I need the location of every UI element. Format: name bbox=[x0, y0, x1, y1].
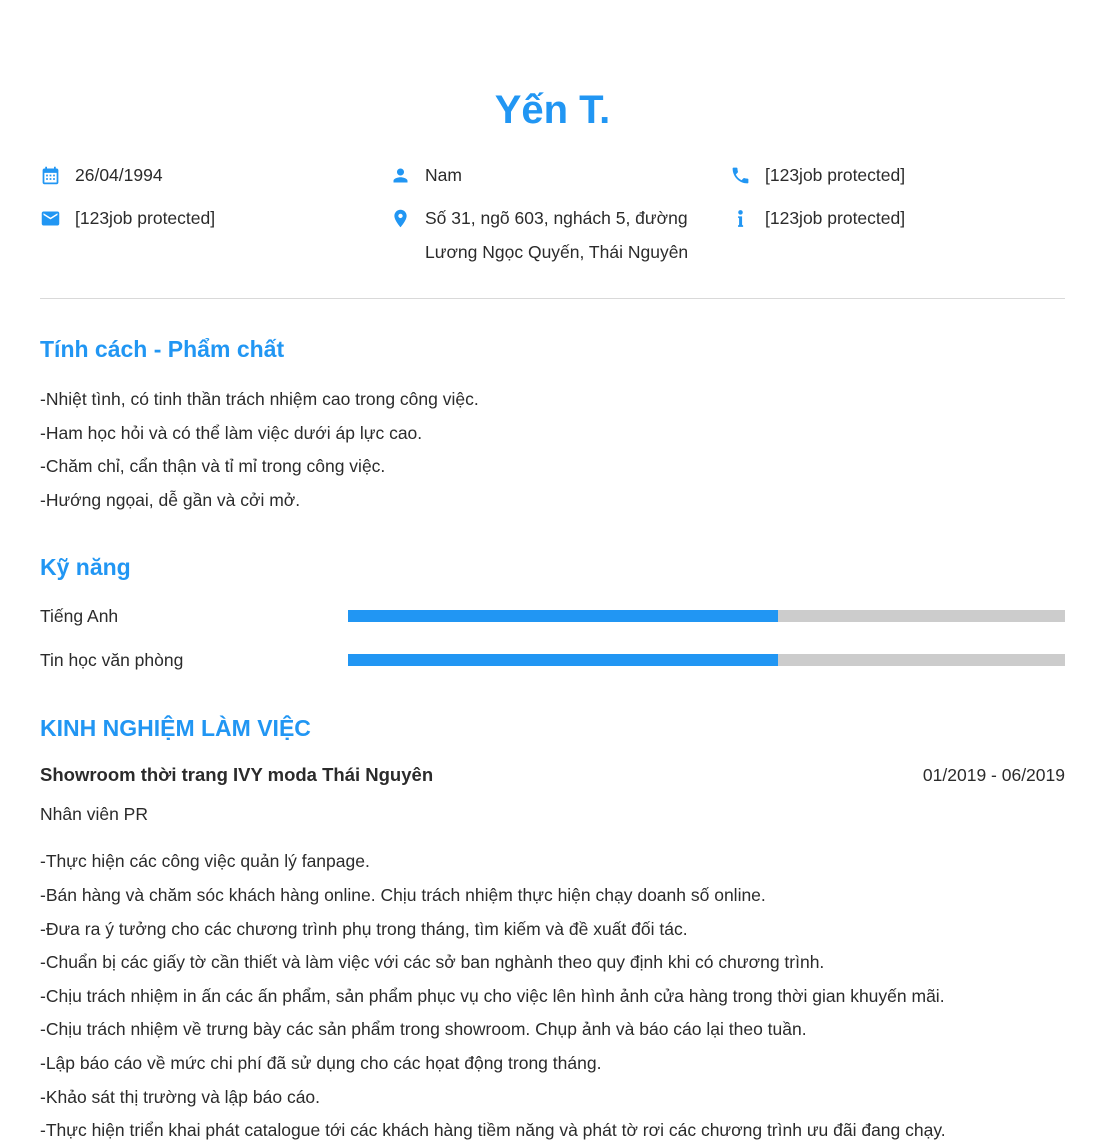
experience-heading: KINH NGHIỆM LÀM VIỆC bbox=[40, 715, 311, 742]
page-title: Yến T. bbox=[494, 88, 611, 132]
duty-item: -Đưa ra ý tưởng cho các chương trình phụ trong tháng, tìm kiếm và đề xuất đối tác. bbox=[40, 918, 688, 939]
skill-row bbox=[40, 601, 1065, 631]
duty-item: -Thực hiện triển khai phát catalogue tới các khách hàng tiềm năng và phát tờ rơi các chương trình ưu đãi đang chạy. bbox=[40, 1120, 946, 1141]
experience-company: Showroom thời trang IVY moda Thái Nguyên bbox=[40, 764, 434, 786]
email-value: [123job protected] bbox=[75, 208, 216, 229]
experience-duties-list bbox=[40, 845, 1065, 1147]
gender-value: Nam bbox=[425, 165, 462, 185]
duty-item: -Lập báo cáo về mức chi phí đã sử dụng cho các họat động trong tháng. bbox=[40, 1052, 602, 1073]
phone-icon bbox=[730, 165, 751, 186]
address-value: Số 31, ngõ 603, nghách 5, đường Lương Ngọc Quyến, Thái Nguyên bbox=[425, 208, 689, 263]
info-icon bbox=[730, 208, 751, 229]
personality-item: -Ham học hỏi và có thể làm việc dưới áp lực cao. bbox=[40, 422, 423, 443]
duty-item: -Thực hiện các công việc quản lý fanpage. bbox=[40, 851, 370, 872]
experience-role: Nhân viên PR bbox=[40, 804, 148, 825]
contact-birthday bbox=[40, 164, 390, 192]
skill-progress-fill bbox=[348, 610, 778, 622]
personality-item: -Chăm chỉ, cẩn thận và tỉ mỉ trong công việc. bbox=[40, 456, 386, 477]
contact-address bbox=[390, 207, 730, 269]
person-icon bbox=[390, 165, 411, 186]
duty-item: -Chịu trách nhiệm về trưng bày các sản phẩm trong showroom. Chụp ảnh và báo cáo lại theo tuần. bbox=[40, 1019, 807, 1040]
contact-column-2 bbox=[390, 164, 730, 284]
location-pin-icon bbox=[390, 208, 411, 229]
contact-other bbox=[730, 207, 1065, 235]
email-icon bbox=[40, 208, 61, 229]
skill-row bbox=[40, 645, 1065, 675]
duty-item: -Chuẩn bị các giấy tờ cần thiết và làm việc với các sở ban nghành theo quy định khi có chương trình. bbox=[40, 952, 825, 973]
contact-phone bbox=[730, 164, 1065, 192]
birthday-value: 26/04/1994 bbox=[75, 165, 163, 185]
header-divider bbox=[40, 298, 1065, 299]
contact-column-1 bbox=[40, 164, 390, 284]
skill-progress-track bbox=[348, 610, 1065, 622]
contact-section bbox=[40, 164, 1065, 284]
experience-header-row bbox=[40, 764, 1065, 786]
skills-heading: Kỹ năng bbox=[40, 554, 131, 581]
personality-heading: Tính cách - Phẩm chất bbox=[40, 336, 285, 363]
personality-list bbox=[40, 383, 1065, 517]
phone-value: [123job protected] bbox=[765, 165, 906, 185]
skill-label: Tin học văn phòng bbox=[40, 649, 184, 670]
contact-email bbox=[40, 207, 390, 235]
other-contact-value: [123job protected] bbox=[765, 208, 906, 229]
calendar-icon bbox=[40, 165, 61, 186]
duty-item: -Chịu trách nhiệm in ấn các ấn phẩm, sản phẩm phục vụ cho việc lên hình ảnh cửa hàng trong thời gian khuyến mãi. bbox=[40, 985, 945, 1006]
duty-item: -Bán hàng và chăm sóc khách hàng online. Chịu trách nhiệm thực hiện chạy doanh số online. bbox=[40, 884, 766, 905]
contact-gender bbox=[390, 164, 730, 192]
skill-label: Tiếng Anh bbox=[40, 605, 119, 626]
experience-period: 01/2019 - 06/2019 bbox=[922, 765, 1065, 786]
personality-item: -Nhiệt tình, có tinh thần trách nhiệm cao trong công việc. bbox=[40, 389, 479, 410]
skills-list bbox=[40, 601, 1065, 675]
contact-column-3 bbox=[730, 164, 1065, 284]
skill-progress-fill bbox=[348, 654, 778, 666]
duty-item: -Khảo sát thị trường và lập báo cáo. bbox=[40, 1086, 321, 1107]
skill-progress-track bbox=[348, 654, 1065, 666]
personality-item: -Hướng ngọai, dễ gần và cởi mở. bbox=[40, 489, 301, 510]
